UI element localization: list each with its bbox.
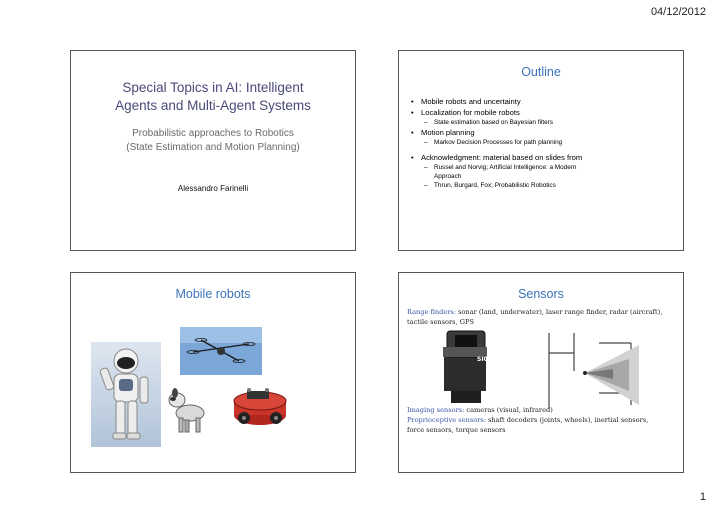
outline-sub-bullet: – Thrun, Burgard, Fox; Probabilistic Robotics	[411, 181, 673, 190]
subtitle-line-2: (State Estimation and Motion Planning)	[126, 142, 300, 153]
slide-outline	[398, 50, 684, 251]
outline-sub-bullet	[411, 163, 673, 181]
author-name: Alessandro Farinelli	[177, 184, 249, 193]
sick-logo-text: SICK	[477, 356, 493, 363]
slide-4-title: Sensors	[518, 287, 564, 301]
robots-illustration	[71, 273, 356, 473]
robot-dog-image	[169, 388, 204, 432]
title-line-1: Special Topics in AI: Intelligent	[122, 80, 304, 95]
outline-sub-bullet: – State estimation based on Bayesian filters	[411, 118, 673, 127]
proprioceptive-sensors-label: Proprioceptive sensors:	[407, 416, 486, 424]
imaging-sensors-text: Imaging sensors: cameras (visual, infrared) Proprioceptive sensors: shaft decoders (joints, wheels), inertial sensors, force sensors, torque sensors	[407, 406, 649, 434]
outline-bullet: • Mobile robots and uncertainty	[411, 96, 673, 107]
slide-sensors	[398, 272, 684, 473]
outline-bullet: • Localization for mobile robots	[411, 107, 673, 118]
wheeled-robot-image	[234, 388, 286, 425]
laser-scan-map-image	[519, 329, 639, 411]
page-number: 1	[699, 491, 706, 503]
subtitle-line-1: Probabilistic approaches to Robotics	[132, 128, 294, 139]
reference-line-1: Russel and Norvig; Artificial Intelligence: a Modern	[434, 164, 577, 171]
outline-bullet: • Motion planning	[411, 127, 673, 138]
reference-line-2: Approach	[434, 173, 462, 180]
range-finders-text: Range finders: sonar (land, underwater), laser range finder, radar (aircraft), tactile sensors, GPS	[407, 308, 663, 326]
outline-sub-bullet: – Markov Decision Processes for path planning	[411, 138, 673, 147]
slide-2-title: Outline	[521, 65, 561, 79]
slide-3-title: Mobile robots	[175, 287, 251, 301]
title-line-2: Agents and Multi-Agent Systems	[115, 98, 311, 113]
slide-title	[70, 50, 356, 251]
slide-1-title	[71, 79, 355, 115]
drone-image	[180, 327, 262, 375]
range-finders-label: Range finders:	[407, 308, 457, 316]
laser-scanner-image	[443, 331, 493, 403]
page-date: 04/12/2012	[650, 6, 706, 18]
humanoid-robot-image	[91, 342, 161, 447]
imaging-sensors-label: Imaging sensors:	[407, 406, 465, 414]
outline-bullet: • Acknowledgment: material based on slides from	[411, 152, 673, 163]
slide-1-subtitle	[71, 127, 355, 155]
slide-mobile-robots	[70, 272, 356, 473]
outline-list	[411, 96, 673, 190]
sensors-illustration	[399, 273, 684, 473]
